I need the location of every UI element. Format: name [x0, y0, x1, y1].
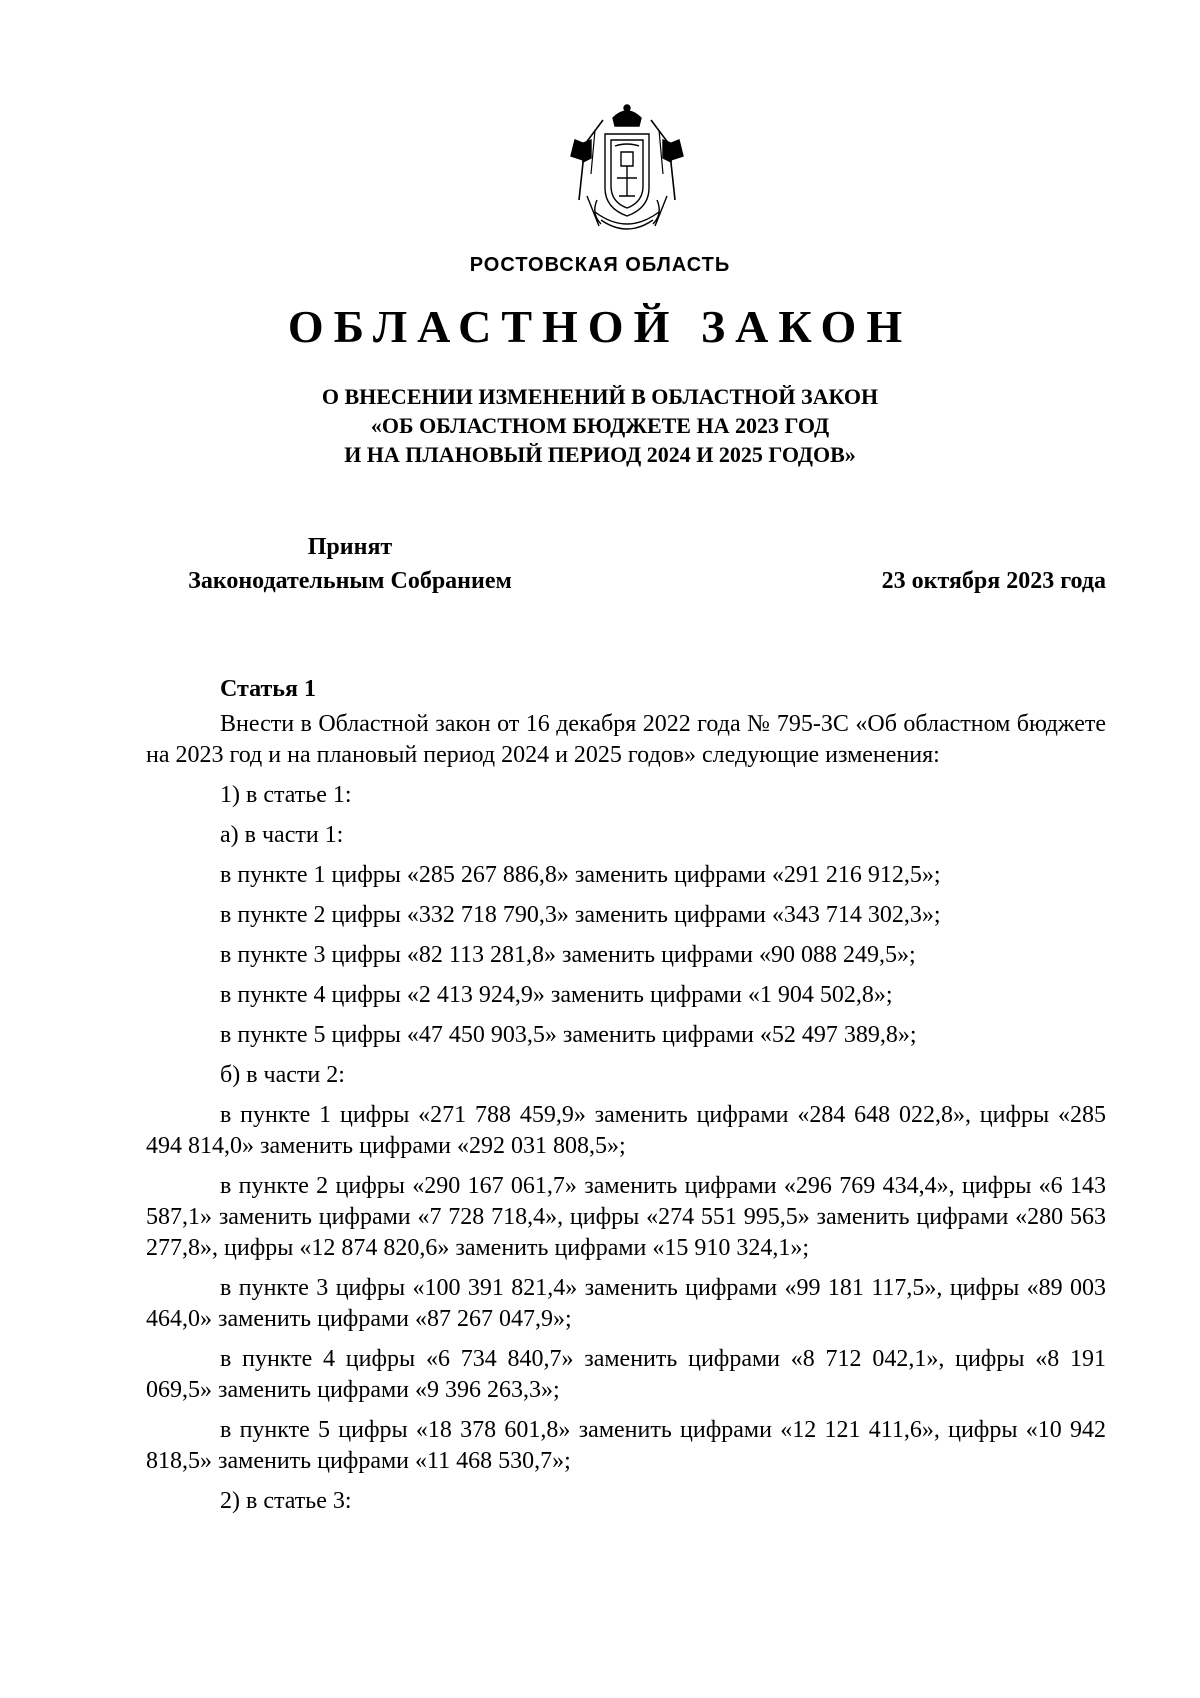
paragraph: в пункте 4 цифры «6 734 840,7» заменить цифрами «8 712 042,1», цифры «8 191 069,5» заменить цифрами «9 396 263,3»; — [146, 1346, 1106, 1403]
paragraph: 2) в статье 3: — [220, 1488, 352, 1514]
law-title-line: «ОБ ОБЛАСТНОМ БЮДЖЕТЕ НА 2023 ГОД — [370, 413, 830, 438]
paragraph: в пункте 3 цифры «82 113 281,8» заменить цифрами «90 088 249,5»; — [220, 942, 916, 968]
region-name: РОСТОВСКАЯ ОБЛАСТЬ — [469, 254, 731, 276]
paragraph: 1) в статье 1: — [220, 782, 352, 808]
paragraph: а) в части 1: — [220, 822, 344, 848]
law-title-line: О ВНЕСЕНИИ ИЗМЕНЕНИЙ В ОБЛАСТНОЙ ЗАКОН — [321, 384, 879, 409]
adoption-date: 23 октября 2023 года — [881, 568, 1106, 594]
paragraph: в пункте 5 цифры «47 450 903,5» заменить цифрами «52 497 389,8»; — [220, 1022, 917, 1048]
coat-of-arms-emblem — [565, 100, 689, 240]
adopting-body: Законодательным Собранием — [188, 568, 512, 594]
paragraph: б) в части 2: — [220, 1062, 345, 1088]
law-title — [0, 382, 1200, 469]
paragraph: в пункте 3 цифры «100 391 821,4» заменить цифрами «99 181 117,5», цифры «89 003 464,0» заменить цифрами «87 267 047,9»; — [146, 1275, 1106, 1332]
paragraph: Внести в Областной закон от 16 декабря 2022 года № 795-ЗС «Об областном бюджете на 2023 год и на плановый период 2024 и 2025 годов» следующие изменения: — [146, 711, 1106, 768]
paragraph: в пункте 4 цифры «2 413 924,9» заменить цифрами «1 904 502,8»; — [220, 982, 893, 1008]
adoption-label: Принят — [307, 534, 393, 560]
paragraph: в пункте 1 цифры «271 788 459,9» заменить цифрами «284 648 022,8», цифры «285 494 814,0» заменить цифрами «292 031 808,5»; — [146, 1102, 1106, 1159]
paragraph: в пункте 2 цифры «290 167 061,7» заменить цифрами «296 769 434,4», цифры «6 143 587,1» заменить цифрами «7 728 718,4», цифры «274 551 995,5» заменить цифрами «280 563 277,8», цифры «12 874 820,6» заменить цифрами «15 910 324,1»; — [146, 1173, 1106, 1261]
paragraph: в пункте 1 цифры «285 267 886,8» заменить цифрами «291 216 912,5»; — [220, 862, 941, 888]
article-body — [146, 709, 1106, 1517]
article-title: Статья 1 — [220, 676, 316, 702]
document-type-heading: ОБЛАСТНОЙ ЗАКОН — [287, 301, 913, 352]
paragraph: в пункте 2 цифры «332 718 790,3» заменить цифрами «343 714 302,3»; — [220, 902, 941, 928]
law-title-line: И НА ПЛАНОВЫЙ ПЕРИОД 2024 И 2025 ГОДОВ» — [344, 442, 856, 467]
adoption-block — [160, 530, 540, 598]
paragraph: в пункте 5 цифры «18 378 601,8» заменить цифрами «12 121 411,6», цифры «10 942 818,5» заменить цифрами «11 468 530,7»; — [146, 1417, 1106, 1474]
